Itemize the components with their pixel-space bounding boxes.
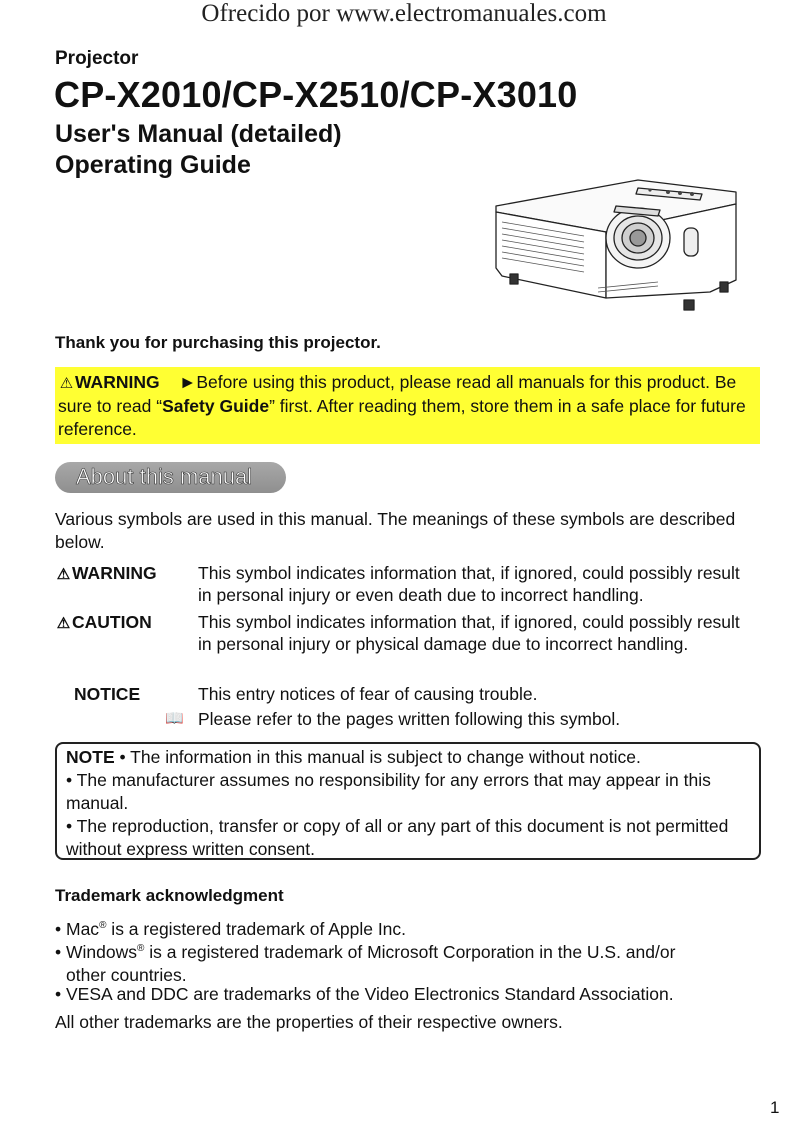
warning-triangle-icon: ⚠	[59, 375, 74, 392]
symbols-intro: Various symbols are used in this manual. The meanings of these symbols are described below.	[55, 509, 736, 552]
product-category: Projector	[55, 48, 139, 69]
section-heading-about	[55, 462, 286, 493]
trademark-text: other countries.	[66, 965, 187, 985]
trademark-heading: Trademark acknowledgment	[55, 886, 284, 905]
symbol-label: WARNING	[72, 563, 157, 583]
warning-box	[55, 367, 760, 444]
registered-mark: ®	[136, 943, 145, 954]
manual-subtitle-line2: Operating Guide	[55, 151, 251, 179]
source-banner: Ofrecido por www.electromanuales.com	[201, 0, 607, 27]
trademark-closing: All other trademarks are the properties of their respective owners.	[55, 1012, 563, 1032]
warning-triangle-icon: ⚠	[56, 566, 71, 583]
projector-illustration	[488, 176, 738, 316]
warning-text-before: Before using this product, please read all manuals for this product. Be sure to read “	[58, 372, 737, 416]
symbol-row-caution	[55, 611, 765, 679]
warning-label: WARNING	[75, 372, 160, 392]
symbol-description: This symbol indicates information that, if ignored, could possibly result in personal injury or even death due to incorrect handling.	[198, 563, 740, 605]
symbol-description: This symbol indicates information that, if ignored, could possibly result in personal injury or physical damage due to incorrect handling.	[198, 612, 740, 654]
model-numbers-title: CP-X2010/CP-X2510/CP-X3010	[54, 74, 578, 115]
symbol-row-reference	[55, 708, 765, 730]
symbol-label: NOTICE	[74, 684, 141, 704]
trademark-vesa: • VESA and DDC are trademarks of the Video Electronics Standard Association.	[55, 984, 674, 1004]
book-icon: 📖	[165, 710, 184, 727]
registered-mark: ®	[99, 920, 107, 931]
note-label: NOTE	[66, 747, 115, 767]
trademark-text: is a registered trademark of Apple Inc.	[106, 919, 407, 939]
page-number: 1	[770, 1098, 780, 1117]
arrow-icon: ►	[179, 372, 197, 392]
symbol-row-notice	[55, 683, 765, 705]
symbol-label: CAUTION	[72, 612, 152, 632]
note-item: • The manufacturer assumes no responsibility for any errors that may appear in this manual.	[66, 770, 711, 813]
symbol-row-warning	[55, 562, 765, 608]
note-item: • The reproduction, transfer or copy of all or any part of this document is not permitted without express written consent.	[66, 816, 729, 859]
symbol-description: Please refer to the pages written following this symbol.	[198, 709, 621, 729]
caution-triangle-icon: ⚠	[56, 615, 71, 632]
trademark-windows	[55, 937, 755, 987]
trademark-text: is a registered trademark of Microsoft Corporation in the U.S. and/or	[144, 942, 676, 962]
symbol-description: This entry notices of fear of causing trouble.	[198, 684, 538, 704]
trademark-text: • Mac	[55, 919, 100, 939]
warning-text-after: ” first. After reading them, store them in a safe place for future reference.	[58, 396, 746, 439]
manual-subtitle-line1: User's Manual (detailed)	[55, 120, 342, 148]
safety-guide-ref: Safety Guide	[162, 396, 270, 416]
section-heading-label: About this manual	[76, 464, 253, 489]
note-box	[55, 742, 761, 860]
thank-you-text: Thank you for purchasing this projector.	[55, 333, 381, 352]
trademark-text: • Windows	[55, 942, 137, 962]
note-item: • The information in this manual is subject to change without notice.	[119, 747, 641, 767]
